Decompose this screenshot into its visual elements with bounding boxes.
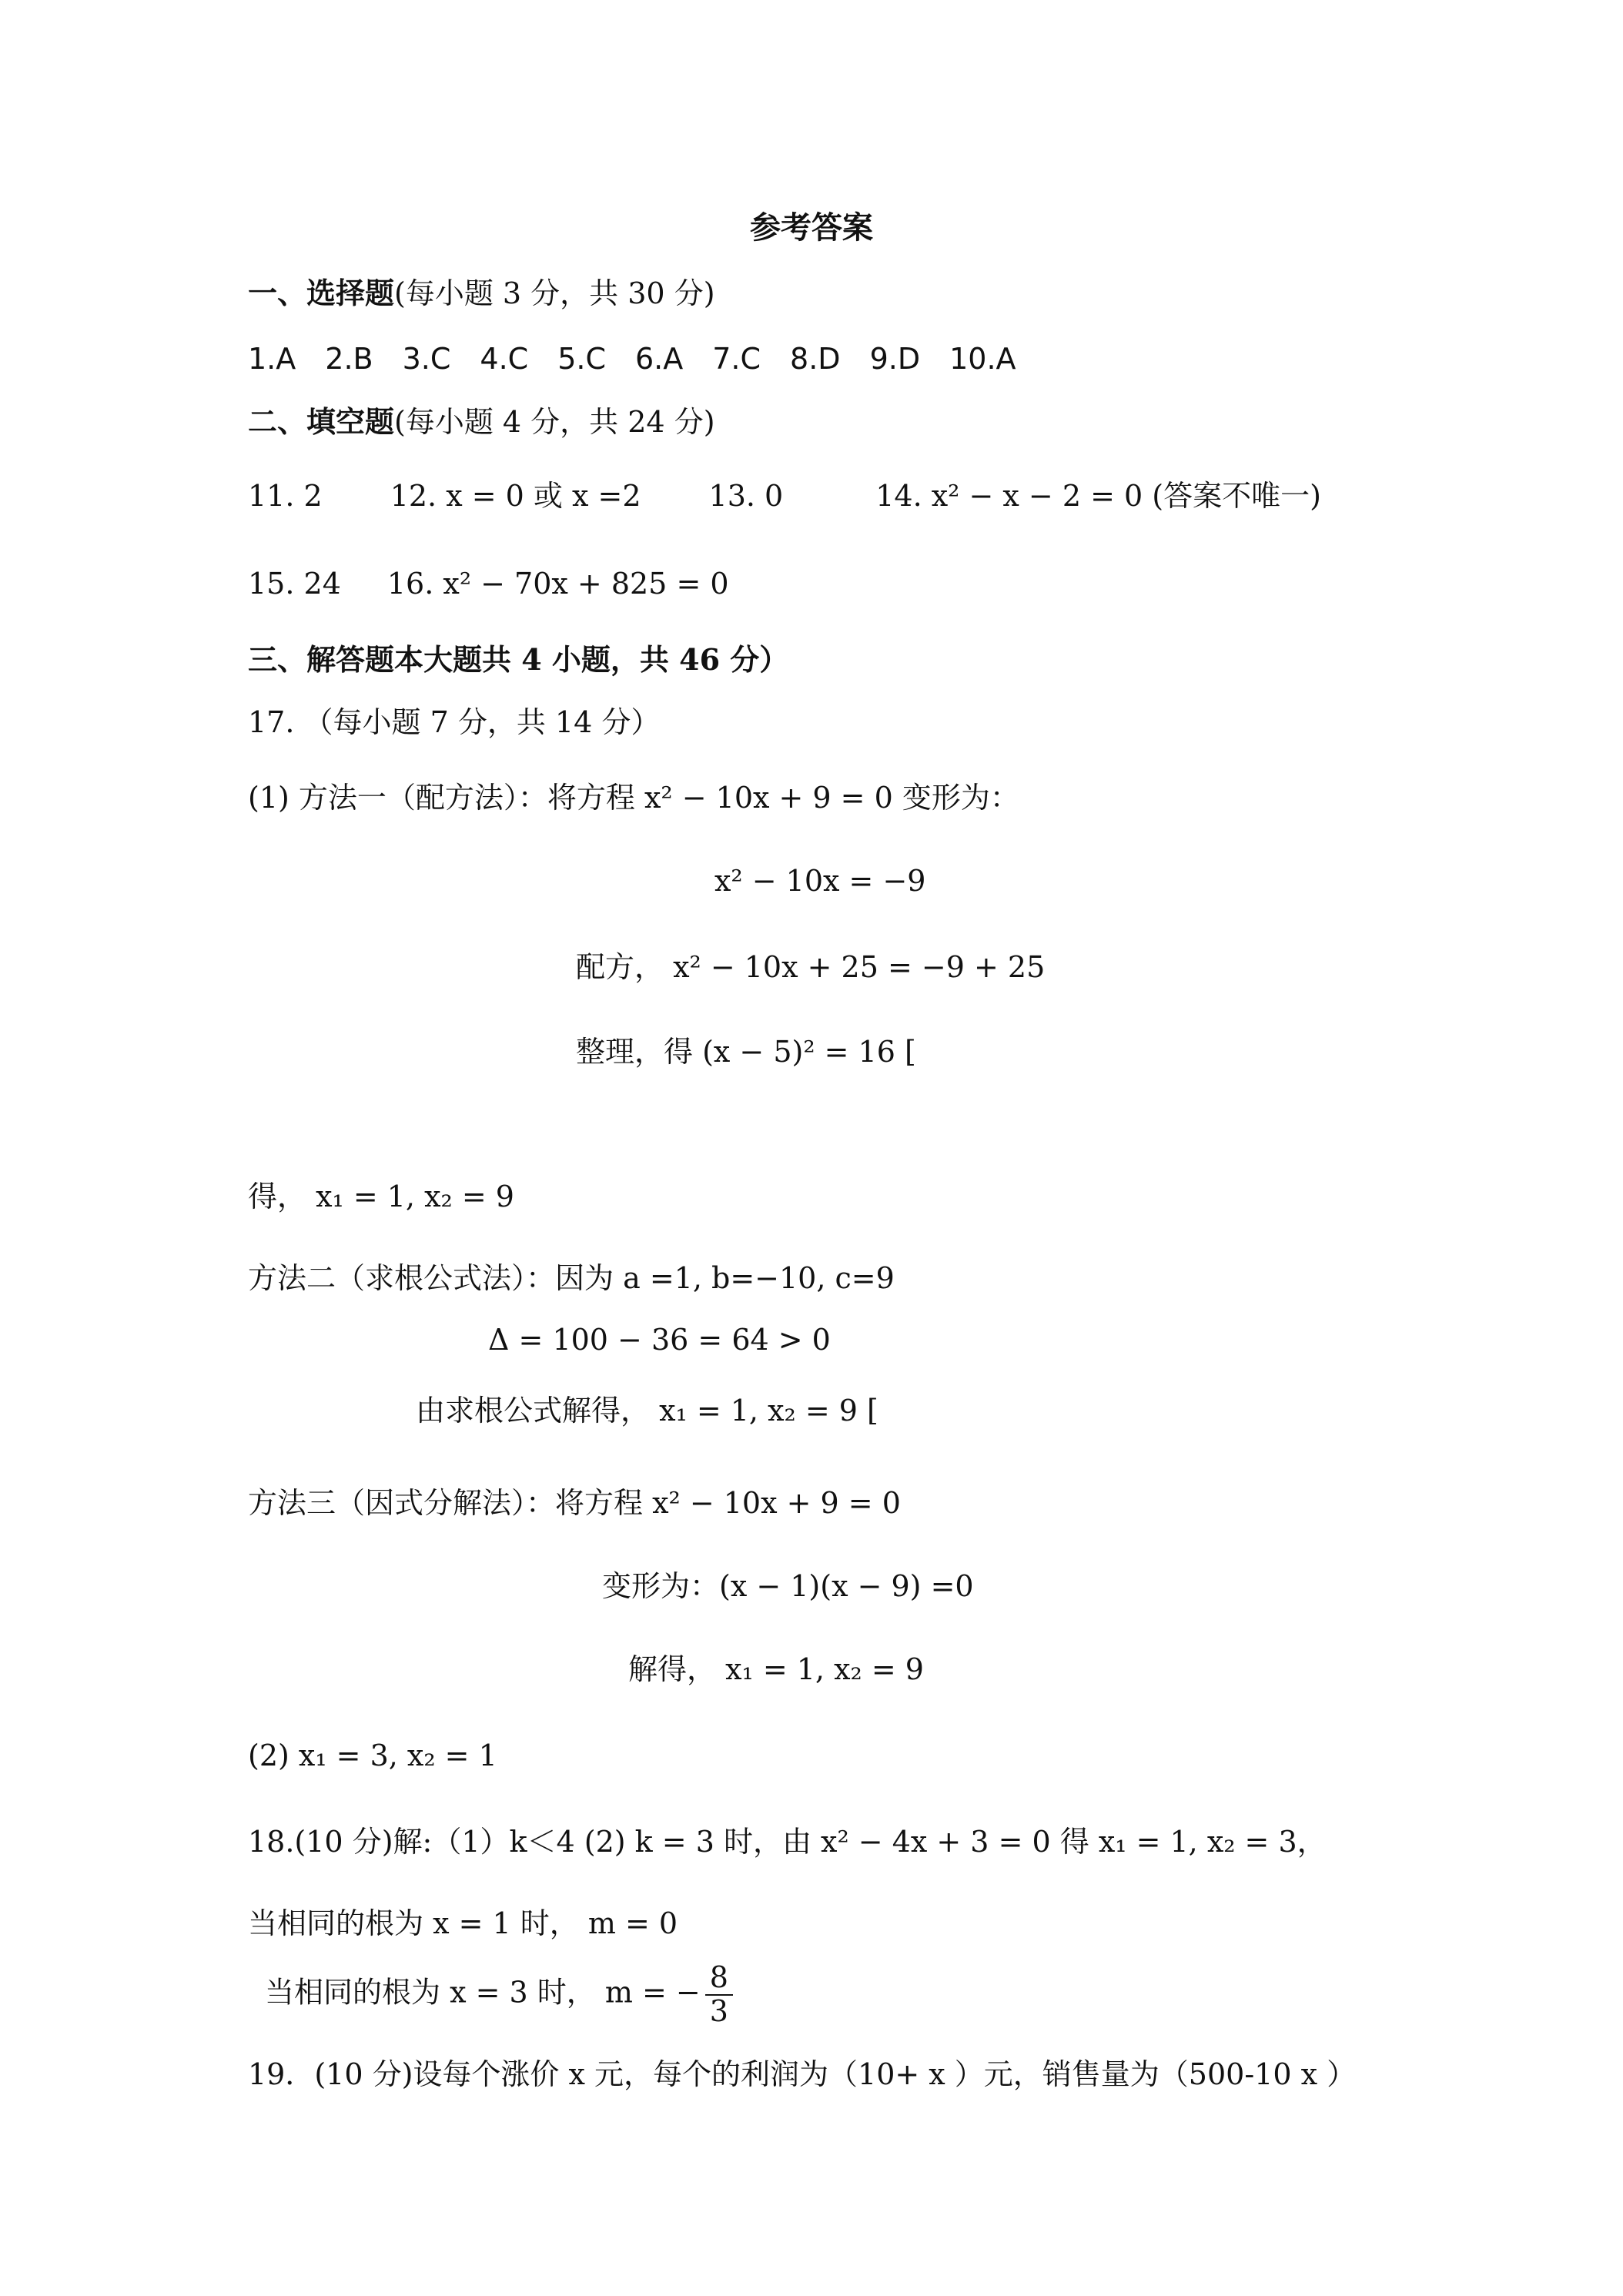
choice-answer: 9.D (869, 342, 921, 376)
choice-answer: 8.D (790, 342, 841, 376)
q17-part2: (2) x₁ = 3, x₂ = 1 (248, 1739, 497, 1772)
q17-method2-delta: Δ = 100 − 36 = 64 > 0 (488, 1323, 831, 1357)
section2-line (248, 404, 715, 440)
fill-answer-15: 15. 24 (248, 567, 341, 601)
choice-answer: 3.C (402, 342, 451, 376)
fill-answer-13: 13. 0 (708, 479, 784, 513)
section1-line (248, 276, 715, 312)
choice-answer: 6.A (634, 342, 684, 376)
q18-line2: 当相同的根为 x = 1 时， m = 0 (248, 1906, 678, 1940)
q17-method1-intro: (1) 方法一（配方法）：将方程 x² − 10x + 9 = 0 变形为： (248, 781, 1019, 815)
q17-method1-step2: 配方， x² − 10x + 25 = −9 + 25 (576, 950, 1046, 984)
q17-method2-intro: 方法二（求根公式法）：因为 a =1, b=−10, c=9 (248, 1261, 895, 1295)
choice-answers (248, 342, 1016, 377)
fill-answer-16: 16. x² − 70x + 825 = 0 (387, 567, 729, 601)
fraction (705, 1962, 733, 2028)
fraction-numerator: 8 (705, 1962, 733, 1996)
section2-note: (每小题 4 分，共 24 分) (394, 405, 715, 439)
section1-heading: 一、选择题 (248, 276, 395, 310)
fill-answers-row2 (248, 567, 729, 602)
section2-heading: 二、填空题 (248, 404, 395, 439)
choice-answer: 2.B (325, 342, 373, 376)
q18-line3-text: 当相同的根为 x = 3 时， m = − (265, 1975, 701, 2010)
choice-answer: 5.C (557, 342, 606, 376)
choice-answer: 1.A (248, 342, 296, 376)
q17-method2-result: 由求根公式解得， x₁ = 1, x₂ = 9 [ (416, 1394, 878, 1427)
q19-line: 19．(10 分)设每个涨价 x 元，每个的利润为（10+ x ）元，销售量为（500-10 x ） (248, 2057, 1357, 2091)
q17-heading: 17. （每小题 7 分，共 14 分） (248, 705, 661, 739)
q17-method1-result: 得， x₁ = 1, x₂ = 9 (248, 1180, 514, 1213)
q17-method3-intro: 方法三（因式分解法）：将方程 x² − 10x + 9 = 0 (248, 1486, 901, 1520)
fill-answer-11: 11. 2 (248, 479, 323, 513)
page-title: 参考答案 (750, 209, 873, 246)
q17-method1-step1: x² − 10x = −9 (714, 864, 926, 898)
q17-method1-step3: 整理，得 (x − 5)² = 16 [ (576, 1035, 916, 1069)
q17-method3-result: 解得， x₁ = 1, x₂ = 9 (628, 1652, 924, 1686)
q18-line1: 18.(10 分)解:（1）k＜4 (2) k = 3 时，由 x² − 4x + 3 = 0 得 x₁ = 1, x₂ = 3， (248, 1825, 1327, 1859)
section3-heading: 三、解答题本大题共 4 小题，共 46 分） (248, 642, 789, 677)
fill-answer-12: 12. x = 0 或 x =2 (390, 479, 641, 513)
fill-answers-row1 (248, 479, 1321, 514)
section1-note: (每小题 3 分，共 30 分) (394, 276, 715, 310)
choice-answer: 10.A (949, 342, 1016, 376)
q17-method3-step1: 变形为：(x − 1)(x − 9) =0 (602, 1569, 974, 1603)
choice-answer: 7.C (712, 342, 761, 376)
fill-answer-14: 14. x² − x − 2 = 0 (答案不唯一) (875, 479, 1321, 513)
choice-answer: 4.C (480, 342, 529, 376)
q18-line3 (265, 1962, 733, 2028)
fraction-denominator: 3 (709, 1993, 728, 2028)
